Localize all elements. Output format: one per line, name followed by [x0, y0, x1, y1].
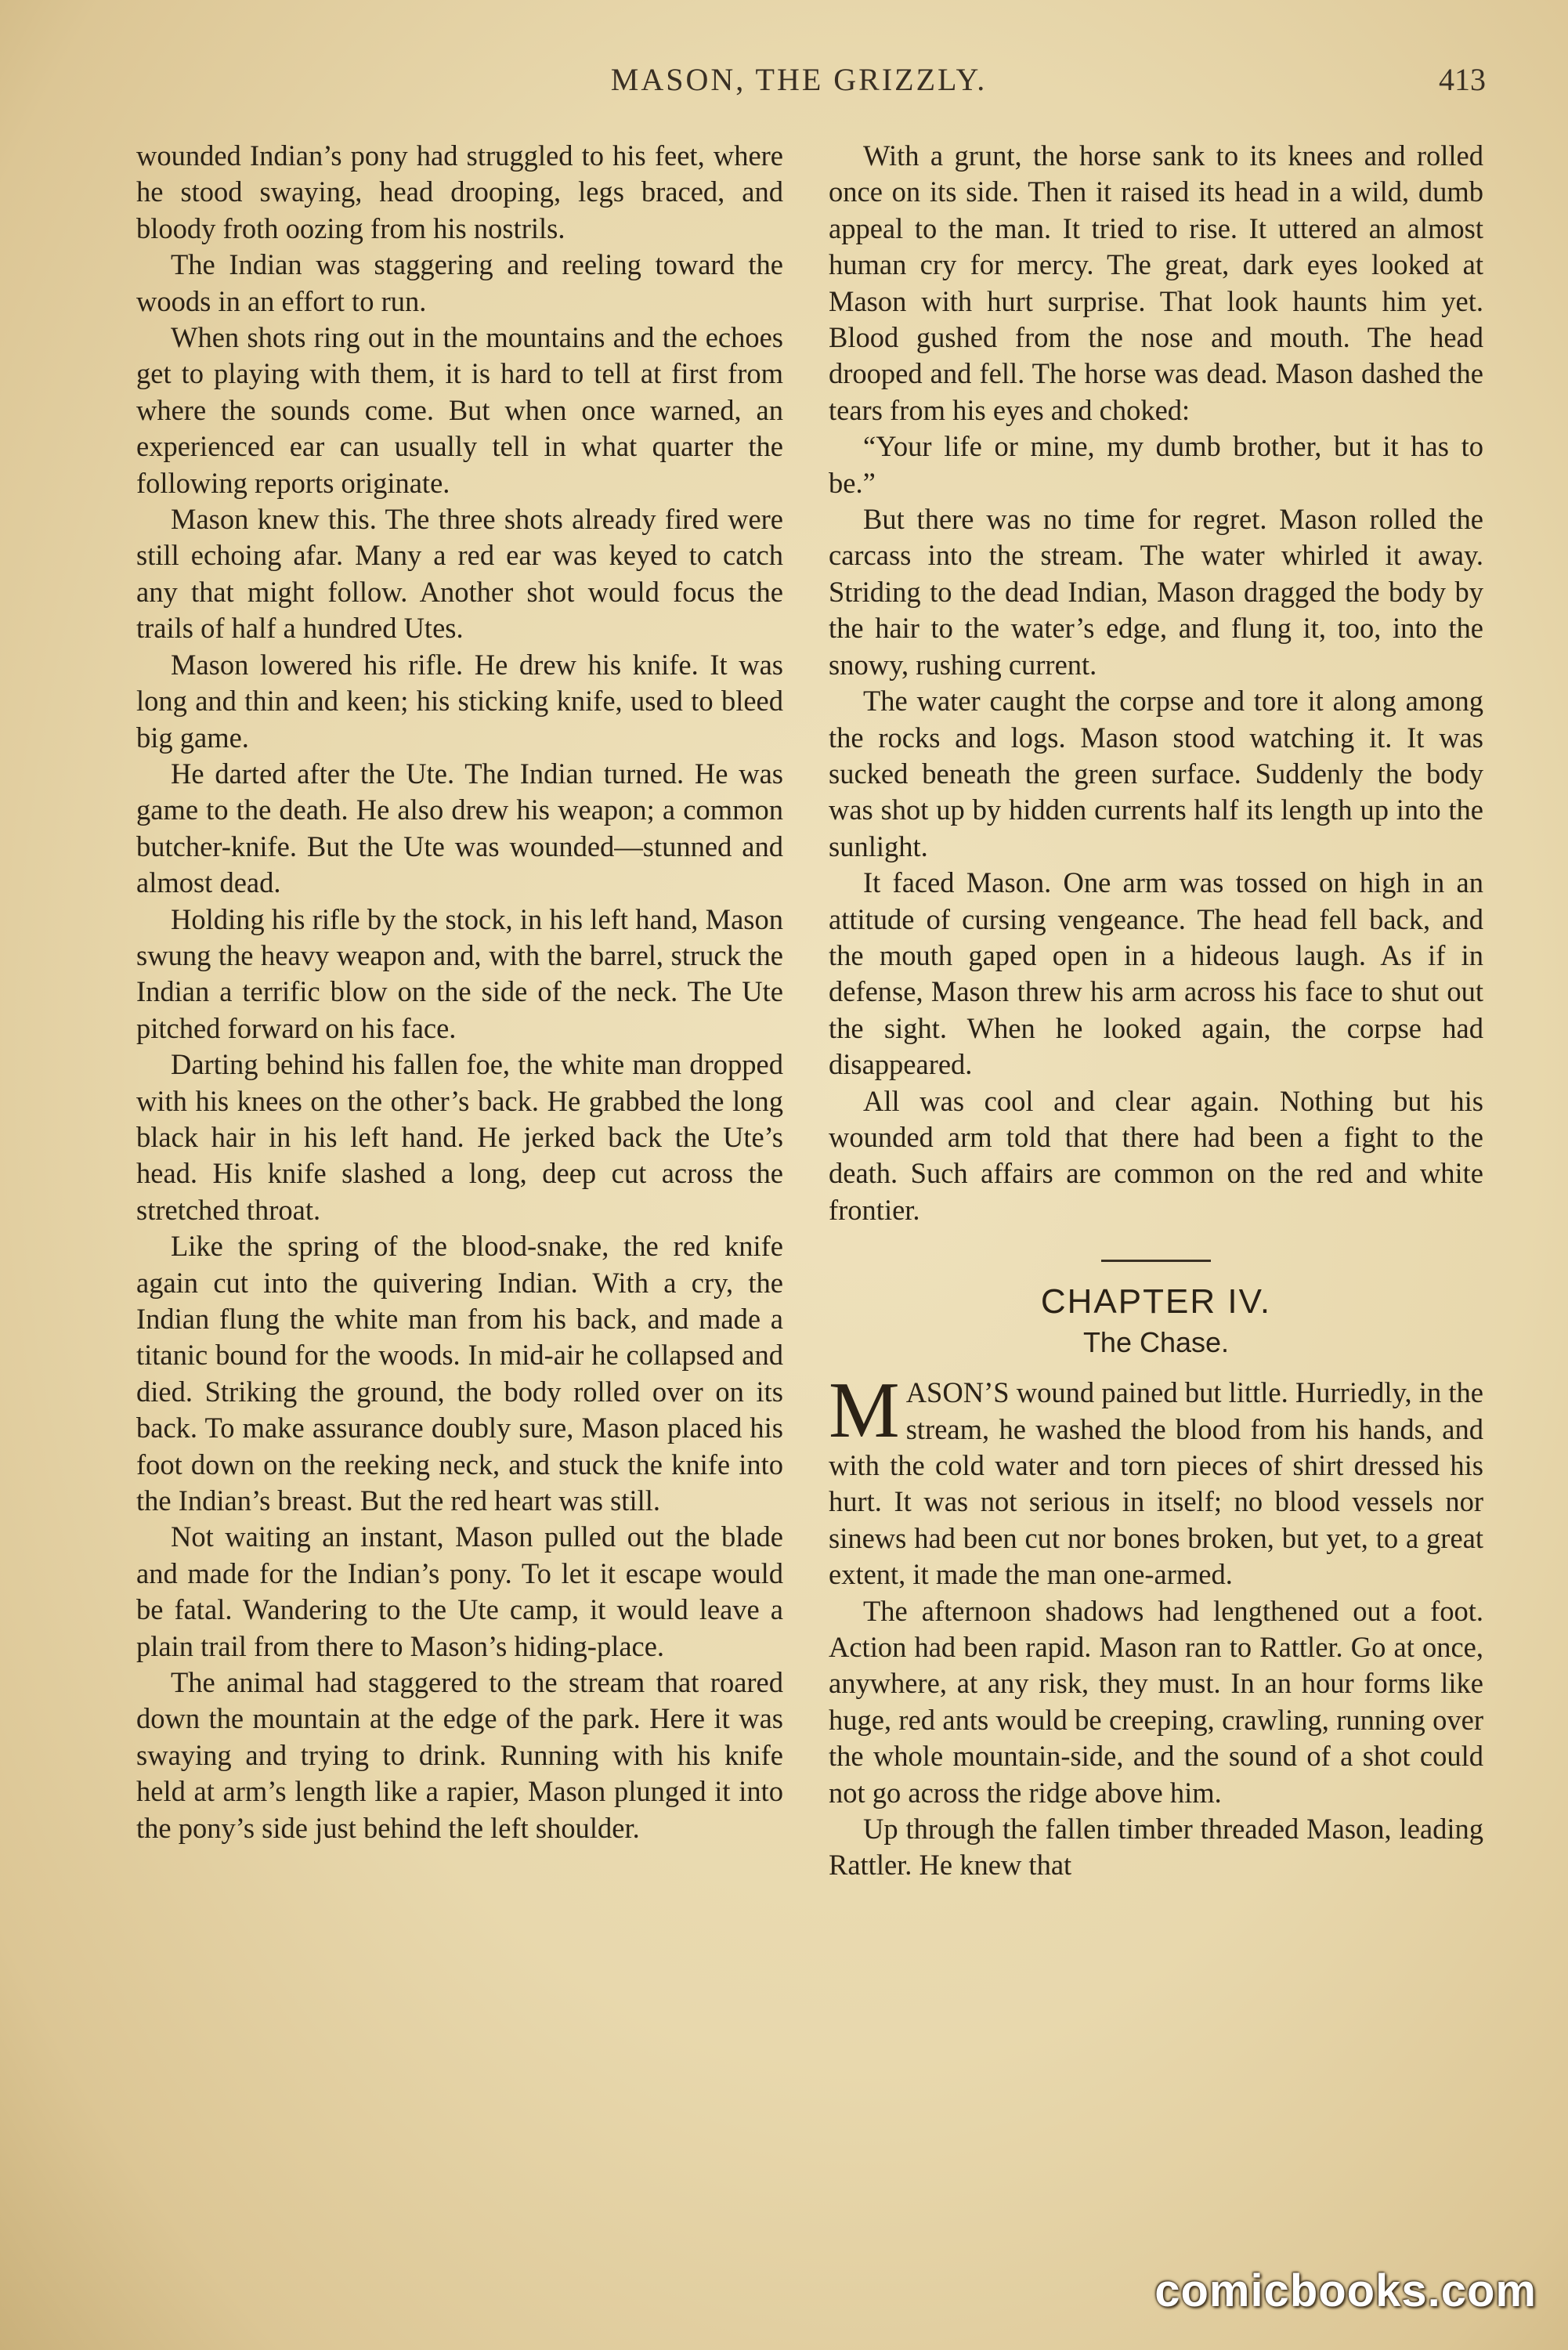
chapter-subtitle: The Chase.	[1082, 1326, 1230, 1359]
paragraph: With a grunt, the horse sank to its knees and rolled once on its side. Then it raised its head in a wild, dumb appeal to the man. It tried to rise. It uttered an almost human cry for mercy. The great, dark eyes looked at Mason with hurt surprise. That look haunts him yet. Blood gushed from the nose and mouth. The head drooped and fell. The horse was dead. Mason dashed the tears from his eyes and choked:	[829, 139, 1483, 426]
paragraph: The animal had staggered to the stream that roared down the mountain at the edge of the park. Here it was swaying and trying to drink. Running with his knife held at arm’s length like a rapier, Mason plunged it into the pony’s side just behind the left shoulder.	[136, 1666, 783, 1844]
paragraph: Mason lowered his rifle. He drew his knife. It was long and thin and keen; his sticking knife, used to bleed big game.	[136, 648, 783, 754]
drop-cap: M	[829, 1366, 900, 1455]
opening-text: ASON’S wound pained but little. Hurriedly, in the stream, he washed the blood from his hands, and with the cold water and torn pieces of shirt dressed his hurt. It was not serious in itself; no blood vessels nor sinews had been cut nor bones broken, but yet, to a great extent, it made the man one-armed.	[829, 1376, 1483, 1591]
right-column	[829, 138, 1483, 1884]
paragraph: Up through the fallen timber threaded Mason, leading Rattler. He knew that	[829, 1813, 1483, 1882]
paragraph: wounded Indian’s pony had struggled to his feet, where he stood swaying, head drooping, legs braced, and bloody froth oozing from his nostrils.	[136, 139, 783, 244]
page-number: 413	[1439, 62, 1486, 97]
paragraph: Not waiting an instant, Mason pulled out the blade and made for the Indian’s pony. To let it escape would be fatal. Wandering to the Ute camp, it would leave a plain trail from there to Mason’s hiding-place.	[136, 1520, 783, 1662]
section-divider	[1101, 1260, 1211, 1262]
paragraph: Like the spring of the blood-snake, the red knife again cut into the quivering Indian. With a cry, the Indian flung the white man from his back, and made a titanic bound for the woods. In mid-air he collapsed and died. Striking the ground, the body rolled over on its back. To make assurance doubly sure, Mason placed his foot down on the reeking neck, and stuck the knife into the Indian’s breast. But the red heart was still.	[136, 1230, 783, 1517]
paragraph: The afternoon shadows had lengthened out a foot. Action had been rapid. Mason ran to Rattler. Go at once, anywhere, at any risk, they must. In an hour forms like huge, red ants would be creeping, crawling, running over the whole mountain-side, and the sound of a shot could not go across the ridge above him.	[829, 1594, 1483, 1809]
paragraph: Darting behind his fallen foe, the white man dropped with his knees on the other’s back. He grabbed the long black hair in his left hand. He jerked back the Ute’s head. His knife slashed a long, deep cut across the stretched throat.	[136, 1048, 783, 1226]
paragraph: The Indian was staggering and reeling toward the woods in an effort to run.	[136, 248, 783, 317]
chapter-opening-paragraph	[829, 1366, 1483, 1593]
paragraph: Mason knew this. The three shots already fired were still echoing afar. Many a red ear was keyed to catch any that might follow. Another shot would focus the trails of half a hundred Utes.	[136, 503, 783, 645]
site-watermark: comicbooks.com	[1154, 2265, 1537, 2316]
paragraph: Holding his rifle by the stock, in his left hand, Mason swung the heavy weapon and, with the barrel, struck the Indian a terrific blow on the side of the neck. The Ute pitched forward on his face.	[136, 902, 783, 1044]
running-title: MASON, THE GRIZZLY.	[610, 62, 988, 97]
paragraph: It faced Mason. One arm was tossed on high in an attitude of cursing vengeance. The head fell back, and the mouth gaped open in a hideous laugh. As if in defense, Mason threw his arm across his face to shut out the sight. When he looked again, the corpse had disappeared.	[829, 866, 1483, 1081]
paragraph: All was cool and clear again. Nothing but his wounded arm told that there had been a fight to the death. Such affairs are common on the red and white frontier.	[829, 1084, 1483, 1226]
paragraph: The water caught the corpse and tore it along among the rocks and logs. Mason stood watching it. It was sucked beneath the green surface. Suddenly the body was shot up by hidden currents half its length up into the sunlight.	[829, 685, 1483, 862]
chapter-title: CHAPTER IV.	[1040, 1282, 1272, 1321]
left-column	[136, 138, 783, 1846]
paragraph: “Your life or mine, my dumb brother, but it has to be.”	[829, 430, 1483, 499]
paragraph: When shots ring out in the mountains and the echoes get to playing with them, it is hard to tell at first from where the sounds come. But when once warned, an experienced ear can usually tell in what quarter the following reports originate.	[136, 321, 783, 499]
paragraph: But there was no time for regret. Mason rolled the carcass into the stream. The water whirled it away. Striding to the dead Indian, Mason dragged the body by the hair to the water’s edge, and flung it, too, into the snowy, rushing current.	[829, 503, 1483, 681]
paragraph: He darted after the Ute. The Indian turned. He was game to the death. He also drew his weapon; a common butcher-knife. But the Ute was wounded—stunned and almost dead.	[136, 757, 783, 899]
